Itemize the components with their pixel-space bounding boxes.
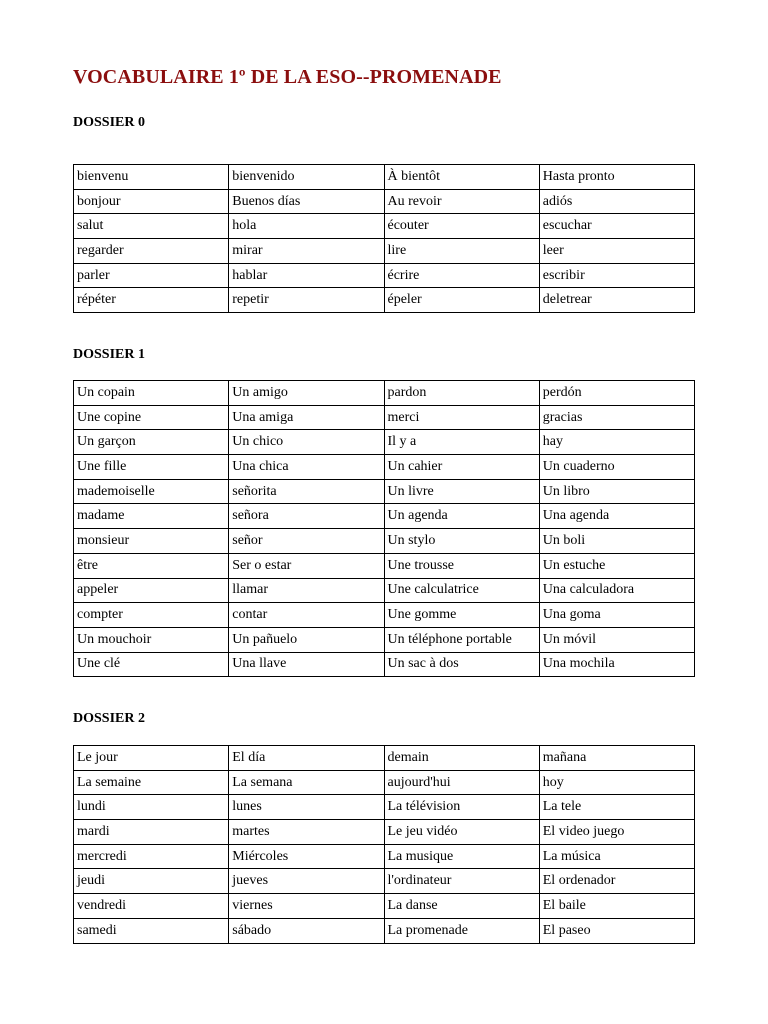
table-cell: señor [229, 529, 384, 554]
table-cell: mercredi [74, 844, 229, 869]
table-cell: repetir [229, 288, 384, 313]
table-cell: aujourd'hui [384, 770, 539, 795]
table-cell: hay [539, 430, 694, 455]
table-cell: El video juego [539, 820, 694, 845]
table-row [74, 165, 695, 190]
table-cell: El ordenador [539, 869, 694, 894]
table-cell: leer [539, 239, 694, 264]
table-cell: La tele [539, 795, 694, 820]
table-cell: Una goma [539, 603, 694, 628]
table-cell: bonjour [74, 189, 229, 214]
table-cell: deletrear [539, 288, 694, 313]
table-cell: merci [384, 405, 539, 430]
table-row [74, 918, 695, 943]
table-cell: Le jour [74, 746, 229, 771]
table-cell: l'ordinateur [384, 869, 539, 894]
table-cell: compter [74, 603, 229, 628]
table-cell: Une calculatrice [384, 578, 539, 603]
table-cell: martes [229, 820, 384, 845]
table-cell: Un mouchoir [74, 627, 229, 652]
table-cell: Un boli [539, 529, 694, 554]
table-cell: Un libro [539, 479, 694, 504]
table-cell: La musique [384, 844, 539, 869]
table-cell: Une gomme [384, 603, 539, 628]
table-cell: Una agenda [539, 504, 694, 529]
table-row [74, 746, 695, 771]
table-cell: Un copain [74, 381, 229, 406]
table-row [74, 603, 695, 628]
table-cell: Una mochila [539, 652, 694, 677]
table-cell: hoy [539, 770, 694, 795]
table-cell: Un chico [229, 430, 384, 455]
table-cell: répéter [74, 288, 229, 313]
table-cell: écrire [384, 263, 539, 288]
table-row [74, 263, 695, 288]
table-cell: mardi [74, 820, 229, 845]
table-cell: salut [74, 214, 229, 239]
table-row [74, 239, 695, 264]
document-title: VOCABULAIRE 1º DE LA ESO--PROMENADE [73, 66, 502, 88]
table-cell: escribir [539, 263, 694, 288]
table-cell: Une clé [74, 652, 229, 677]
table-cell: Una amiga [229, 405, 384, 430]
table-row [74, 553, 695, 578]
table-cell: La semaine [74, 770, 229, 795]
table-cell: Hasta pronto [539, 165, 694, 190]
table-cell: señorita [229, 479, 384, 504]
vocab-table-dossier-0 [73, 164, 695, 313]
table-cell: La danse [384, 894, 539, 919]
table-row [74, 455, 695, 480]
table-cell: escuchar [539, 214, 694, 239]
table-cell: La télévision [384, 795, 539, 820]
table-cell: hablar [229, 263, 384, 288]
table-row [74, 529, 695, 554]
table-cell: Il y a [384, 430, 539, 455]
table-cell: épeler [384, 288, 539, 313]
table-row [74, 189, 695, 214]
table-row [74, 479, 695, 504]
table-cell: gracias [539, 405, 694, 430]
table-cell: lunes [229, 795, 384, 820]
table-cell: appeler [74, 578, 229, 603]
table-row [74, 820, 695, 845]
table-cell: Buenos días [229, 189, 384, 214]
table-row [74, 381, 695, 406]
section-heading-dossier-0: DOSSIER 0 [73, 115, 145, 130]
table-cell: Ser o estar [229, 553, 384, 578]
table-cell: Au revoir [384, 189, 539, 214]
section-heading-dossier-1: DOSSIER 1 [73, 347, 145, 362]
table-cell: Un pañuelo [229, 627, 384, 652]
table-cell: samedi [74, 918, 229, 943]
table-cell: madame [74, 504, 229, 529]
table-row [74, 578, 695, 603]
table-row [74, 869, 695, 894]
table-cell: adiós [539, 189, 694, 214]
table-cell: Un móvil [539, 627, 694, 652]
table-row [74, 844, 695, 869]
table-row [74, 652, 695, 677]
table-cell: La semana [229, 770, 384, 795]
table-cell: Un cuaderno [539, 455, 694, 480]
table-cell: mademoiselle [74, 479, 229, 504]
table-cell: Un téléphone portable [384, 627, 539, 652]
table-row [74, 405, 695, 430]
table-cell: viernes [229, 894, 384, 919]
table-cell: El paseo [539, 918, 694, 943]
table-cell: Un stylo [384, 529, 539, 554]
table-cell: demain [384, 746, 539, 771]
table-cell: lire [384, 239, 539, 264]
vocab-table-dossier-2 [73, 745, 695, 944]
table-row [74, 894, 695, 919]
table-cell: La promenade [384, 918, 539, 943]
table-cell: Un amigo [229, 381, 384, 406]
table-cell: Un garçon [74, 430, 229, 455]
table-cell: señora [229, 504, 384, 529]
table-row [74, 214, 695, 239]
table-cell: jeudi [74, 869, 229, 894]
table-cell: Une copine [74, 405, 229, 430]
table-cell: hola [229, 214, 384, 239]
table-cell: Le jeu vidéo [384, 820, 539, 845]
table-cell: Un livre [384, 479, 539, 504]
table-cell: Un sac à dos [384, 652, 539, 677]
table-cell: llamar [229, 578, 384, 603]
table-row [74, 770, 695, 795]
table-cell: mirar [229, 239, 384, 264]
table-cell: À bientôt [384, 165, 539, 190]
table-cell: Une fille [74, 455, 229, 480]
table-cell: Miércoles [229, 844, 384, 869]
table-cell: El baile [539, 894, 694, 919]
table-row [74, 627, 695, 652]
table-cell: El día [229, 746, 384, 771]
table-cell: jueves [229, 869, 384, 894]
table-cell: La música [539, 844, 694, 869]
table-cell: être [74, 553, 229, 578]
table-row [74, 504, 695, 529]
table-cell: Un agenda [384, 504, 539, 529]
table-cell: regarder [74, 239, 229, 264]
table-cell: Una calculadora [539, 578, 694, 603]
table-cell: lundi [74, 795, 229, 820]
vocab-table-dossier-1 [73, 380, 695, 677]
section-heading-dossier-2: DOSSIER 2 [73, 711, 145, 726]
table-cell: Una llave [229, 652, 384, 677]
table-row [74, 288, 695, 313]
table-cell: Un estuche [539, 553, 694, 578]
table-cell: mañana [539, 746, 694, 771]
table-cell: écouter [384, 214, 539, 239]
table-cell: perdón [539, 381, 694, 406]
table-cell: bienvenido [229, 165, 384, 190]
table-cell: contar [229, 603, 384, 628]
table-cell: vendredi [74, 894, 229, 919]
table-cell: parler [74, 263, 229, 288]
table-cell: monsieur [74, 529, 229, 554]
table-cell: Un cahier [384, 455, 539, 480]
table-cell: bienvenu [74, 165, 229, 190]
table-row [74, 430, 695, 455]
table-cell: Une trousse [384, 553, 539, 578]
table-cell: pardon [384, 381, 539, 406]
table-row [74, 795, 695, 820]
table-cell: Una chica [229, 455, 384, 480]
table-cell: sábado [229, 918, 384, 943]
